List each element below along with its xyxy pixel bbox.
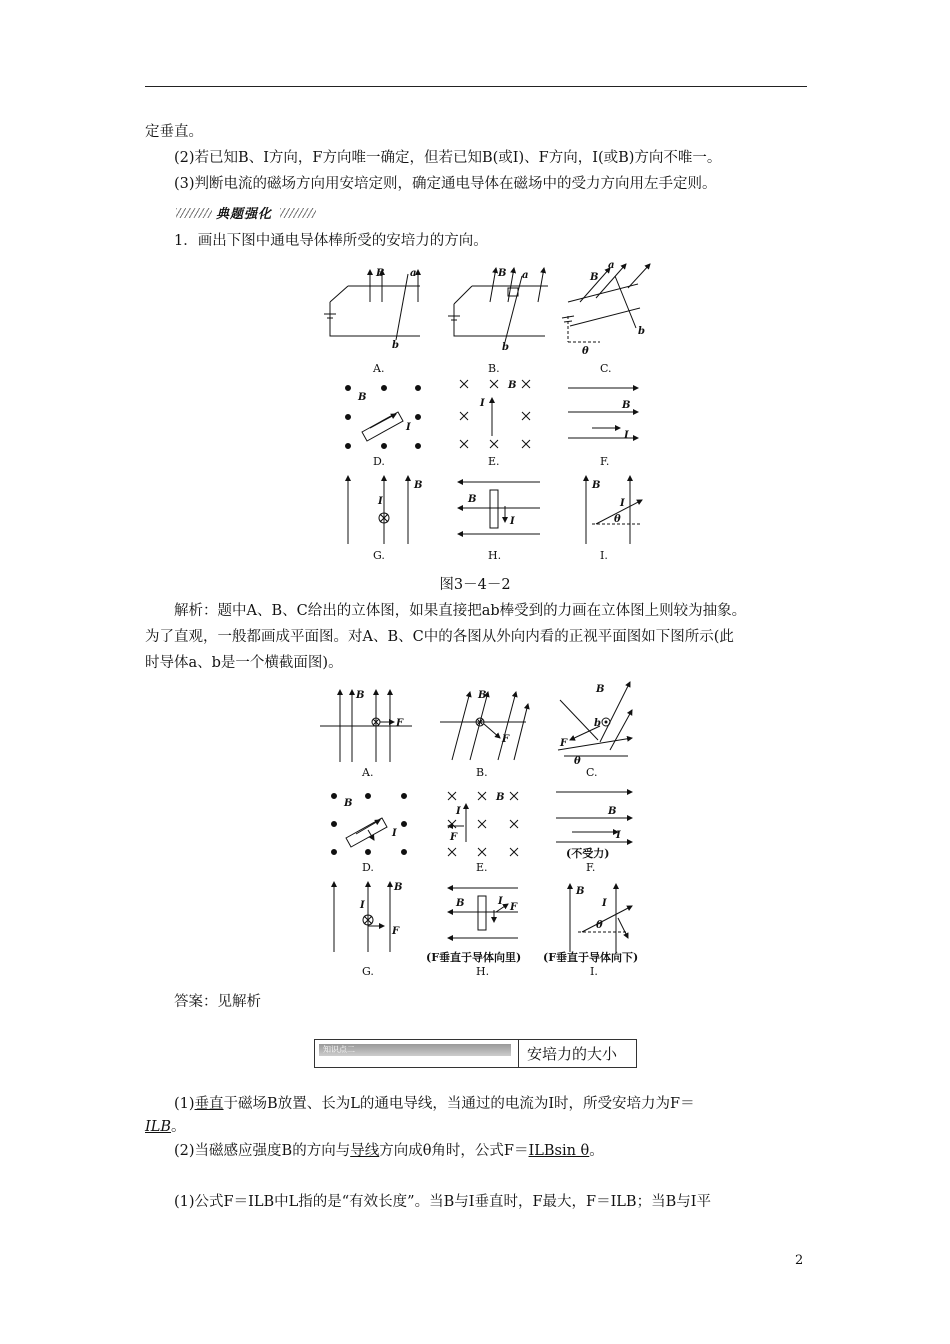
- svg-text:θ: θ: [582, 346, 589, 357]
- svg-text:θ: θ: [574, 756, 581, 767]
- svg-text:b: b: [392, 340, 399, 351]
- rule-1: (1)垂直于磁场B放置、长为L的通电导线，当通过的电流为I时，所受安培力为F＝: [174, 1096, 695, 1112]
- fig1-label-a: A.: [373, 362, 385, 375]
- svg-text:B: B: [394, 882, 403, 893]
- svg-text:I: I: [510, 516, 515, 527]
- svg-text:I: I: [602, 898, 607, 909]
- fig2-note-i: (F垂直于导体向下): [543, 951, 639, 964]
- svg-text:F: F: [450, 832, 458, 843]
- fig2-label-c: C.: [586, 766, 598, 779]
- svg-text:I: I: [456, 806, 461, 817]
- svg-text:b: b: [638, 326, 645, 337]
- fig2-label-d: D.: [362, 861, 374, 874]
- solution-b-diagram: [440, 690, 528, 760]
- fig1-label-d: D.: [373, 455, 385, 468]
- rule-2: (2)当磁感应强度B的方向与导线方向成θ角时，公式F＝ILBsin θ。: [174, 1143, 604, 1159]
- panel-e-diagram: [460, 380, 530, 448]
- svg-text:B: B: [376, 268, 385, 279]
- solution-f-diagram: [556, 792, 632, 842]
- svg-text:B: B: [468, 494, 477, 505]
- rule-1-cont: ILB。: [145, 1119, 186, 1135]
- svg-text:B: B: [456, 898, 465, 909]
- fig2-label-g: G.: [362, 965, 374, 978]
- svg-text:B: B: [592, 480, 601, 491]
- svg-text:I: I: [620, 498, 625, 509]
- solution-a-diagram: [320, 690, 412, 762]
- fig1-label-h: H.: [488, 549, 502, 562]
- page-number: 2: [795, 1253, 804, 1268]
- answer-text: 答案：见解析: [174, 994, 261, 1010]
- panel-g-diagram: [348, 476, 422, 544]
- svg-text:B: B: [608, 806, 617, 817]
- svg-text:a: a: [522, 270, 529, 281]
- fig2-label-a: A.: [362, 766, 374, 779]
- svg-text:b: b: [502, 342, 509, 353]
- fig1-label-f: F.: [600, 455, 610, 468]
- fig2-note-f: (不受力): [566, 847, 610, 860]
- bottom-text: (1)公式F＝ILB中L指的是“有效长度”。当B与I垂直时，F最大，F＝ILB；当B与I平: [174, 1194, 711, 1210]
- svg-text:B: B: [590, 272, 599, 283]
- panel-c-diagram: [562, 262, 650, 357]
- svg-text:B: B: [356, 690, 365, 701]
- svg-text:B: B: [596, 684, 605, 695]
- fig2-label-b: B.: [476, 766, 488, 779]
- fig1-label-e: E.: [488, 455, 500, 468]
- text-line: (2)若已知B、I方向，F方向唯一确定，但若已知B(或I)、F方向，I(或B)方向不唯一。: [174, 150, 722, 166]
- fig1-label-c: C.: [600, 362, 612, 375]
- svg-text:I: I: [480, 398, 485, 409]
- solution-d-diagram: [332, 794, 407, 855]
- solution-e-diagram: [448, 792, 518, 856]
- fig2-label-i: I.: [590, 965, 598, 978]
- fig2-label-f: F.: [586, 861, 596, 874]
- svg-text:I: I: [624, 430, 629, 441]
- panel-i-diagram: [586, 476, 642, 544]
- analysis-line: 时导体a、b是一个横截面图)。: [145, 655, 343, 671]
- svg-text:B: B: [496, 792, 505, 803]
- analysis-line: 解析：题中A、B、C给出的立体图，如果直接把ab棒受到的力画在立体图上则较为抽象。: [174, 603, 747, 619]
- svg-text:F: F: [396, 718, 404, 729]
- solution-h-diagram: [448, 888, 518, 938]
- svg-text:θ: θ: [614, 514, 621, 525]
- svg-text:I: I: [406, 422, 411, 433]
- panel-d-diagram: [346, 386, 421, 449]
- svg-text:I: I: [360, 900, 365, 911]
- svg-text:F: F: [502, 734, 510, 745]
- svg-text:I: I: [392, 828, 397, 839]
- svg-text:θ: θ: [596, 920, 603, 931]
- text-line: (3)判断电流的磁场方向用安培定则，确定通电导体在磁场中的受力方向用左手定则。: [174, 176, 717, 192]
- svg-text:b: b: [594, 718, 601, 729]
- solution-figure: [300, 680, 660, 960]
- knowledge-point-title: 安培力的大小: [527, 1045, 618, 1063]
- solution-g-diagram: [334, 882, 402, 952]
- panel-a-diagram: [324, 268, 420, 351]
- svg-text:a: a: [410, 268, 417, 279]
- section-banner: [176, 205, 316, 222]
- svg-text:I: I: [378, 496, 383, 507]
- analysis-line: 为了直观，一般都画成平面图。对A、B、C中的各图从外向内看的正视平面图如下图所示(此: [145, 629, 734, 645]
- solution-c-diagram: [558, 682, 632, 767]
- svg-text:B: B: [508, 380, 517, 391]
- svg-text:I: I: [616, 830, 621, 841]
- figure-caption: 图3－4－2: [439, 577, 511, 593]
- figure-3-4-2: [300, 262, 660, 562]
- svg-text:F: F: [560, 738, 568, 749]
- svg-text:B: B: [414, 480, 423, 491]
- svg-text:a: a: [608, 262, 615, 271]
- knowledge-point-tag: 知识点二: [319, 1044, 511, 1056]
- fig2-label-e: E.: [476, 861, 488, 874]
- text-line: 定垂直。: [145, 124, 203, 140]
- fig2-note-h: (F垂直于导体向里): [426, 951, 522, 964]
- fig1-label-g: G.: [373, 549, 385, 562]
- panel-b-diagram: [448, 268, 548, 353]
- svg-text:B: B: [344, 798, 353, 809]
- svg-text:B: B: [478, 690, 487, 701]
- knowledge-point-box: [314, 1039, 637, 1068]
- banner-label: 典题强化: [216, 207, 273, 222]
- svg-text:I: I: [498, 896, 503, 907]
- panel-f-diagram: [568, 388, 638, 441]
- fig1-label-b: B.: [488, 362, 500, 375]
- svg-text:F: F: [510, 902, 518, 913]
- fig2-label-h: H.: [476, 965, 490, 978]
- svg-text:F: F: [392, 926, 400, 937]
- header-rule: [145, 86, 807, 87]
- svg-text:B: B: [622, 400, 631, 411]
- svg-text:B: B: [576, 886, 585, 897]
- svg-text:B: B: [358, 392, 367, 403]
- panel-h-diagram: [458, 482, 540, 534]
- fig1-label-i: I.: [600, 549, 608, 562]
- question-text: 1．画出下图中通电导体棒所受的安培力的方向。: [174, 233, 488, 249]
- solution-i-diagram: [570, 884, 632, 952]
- svg-text:B: B: [498, 268, 507, 279]
